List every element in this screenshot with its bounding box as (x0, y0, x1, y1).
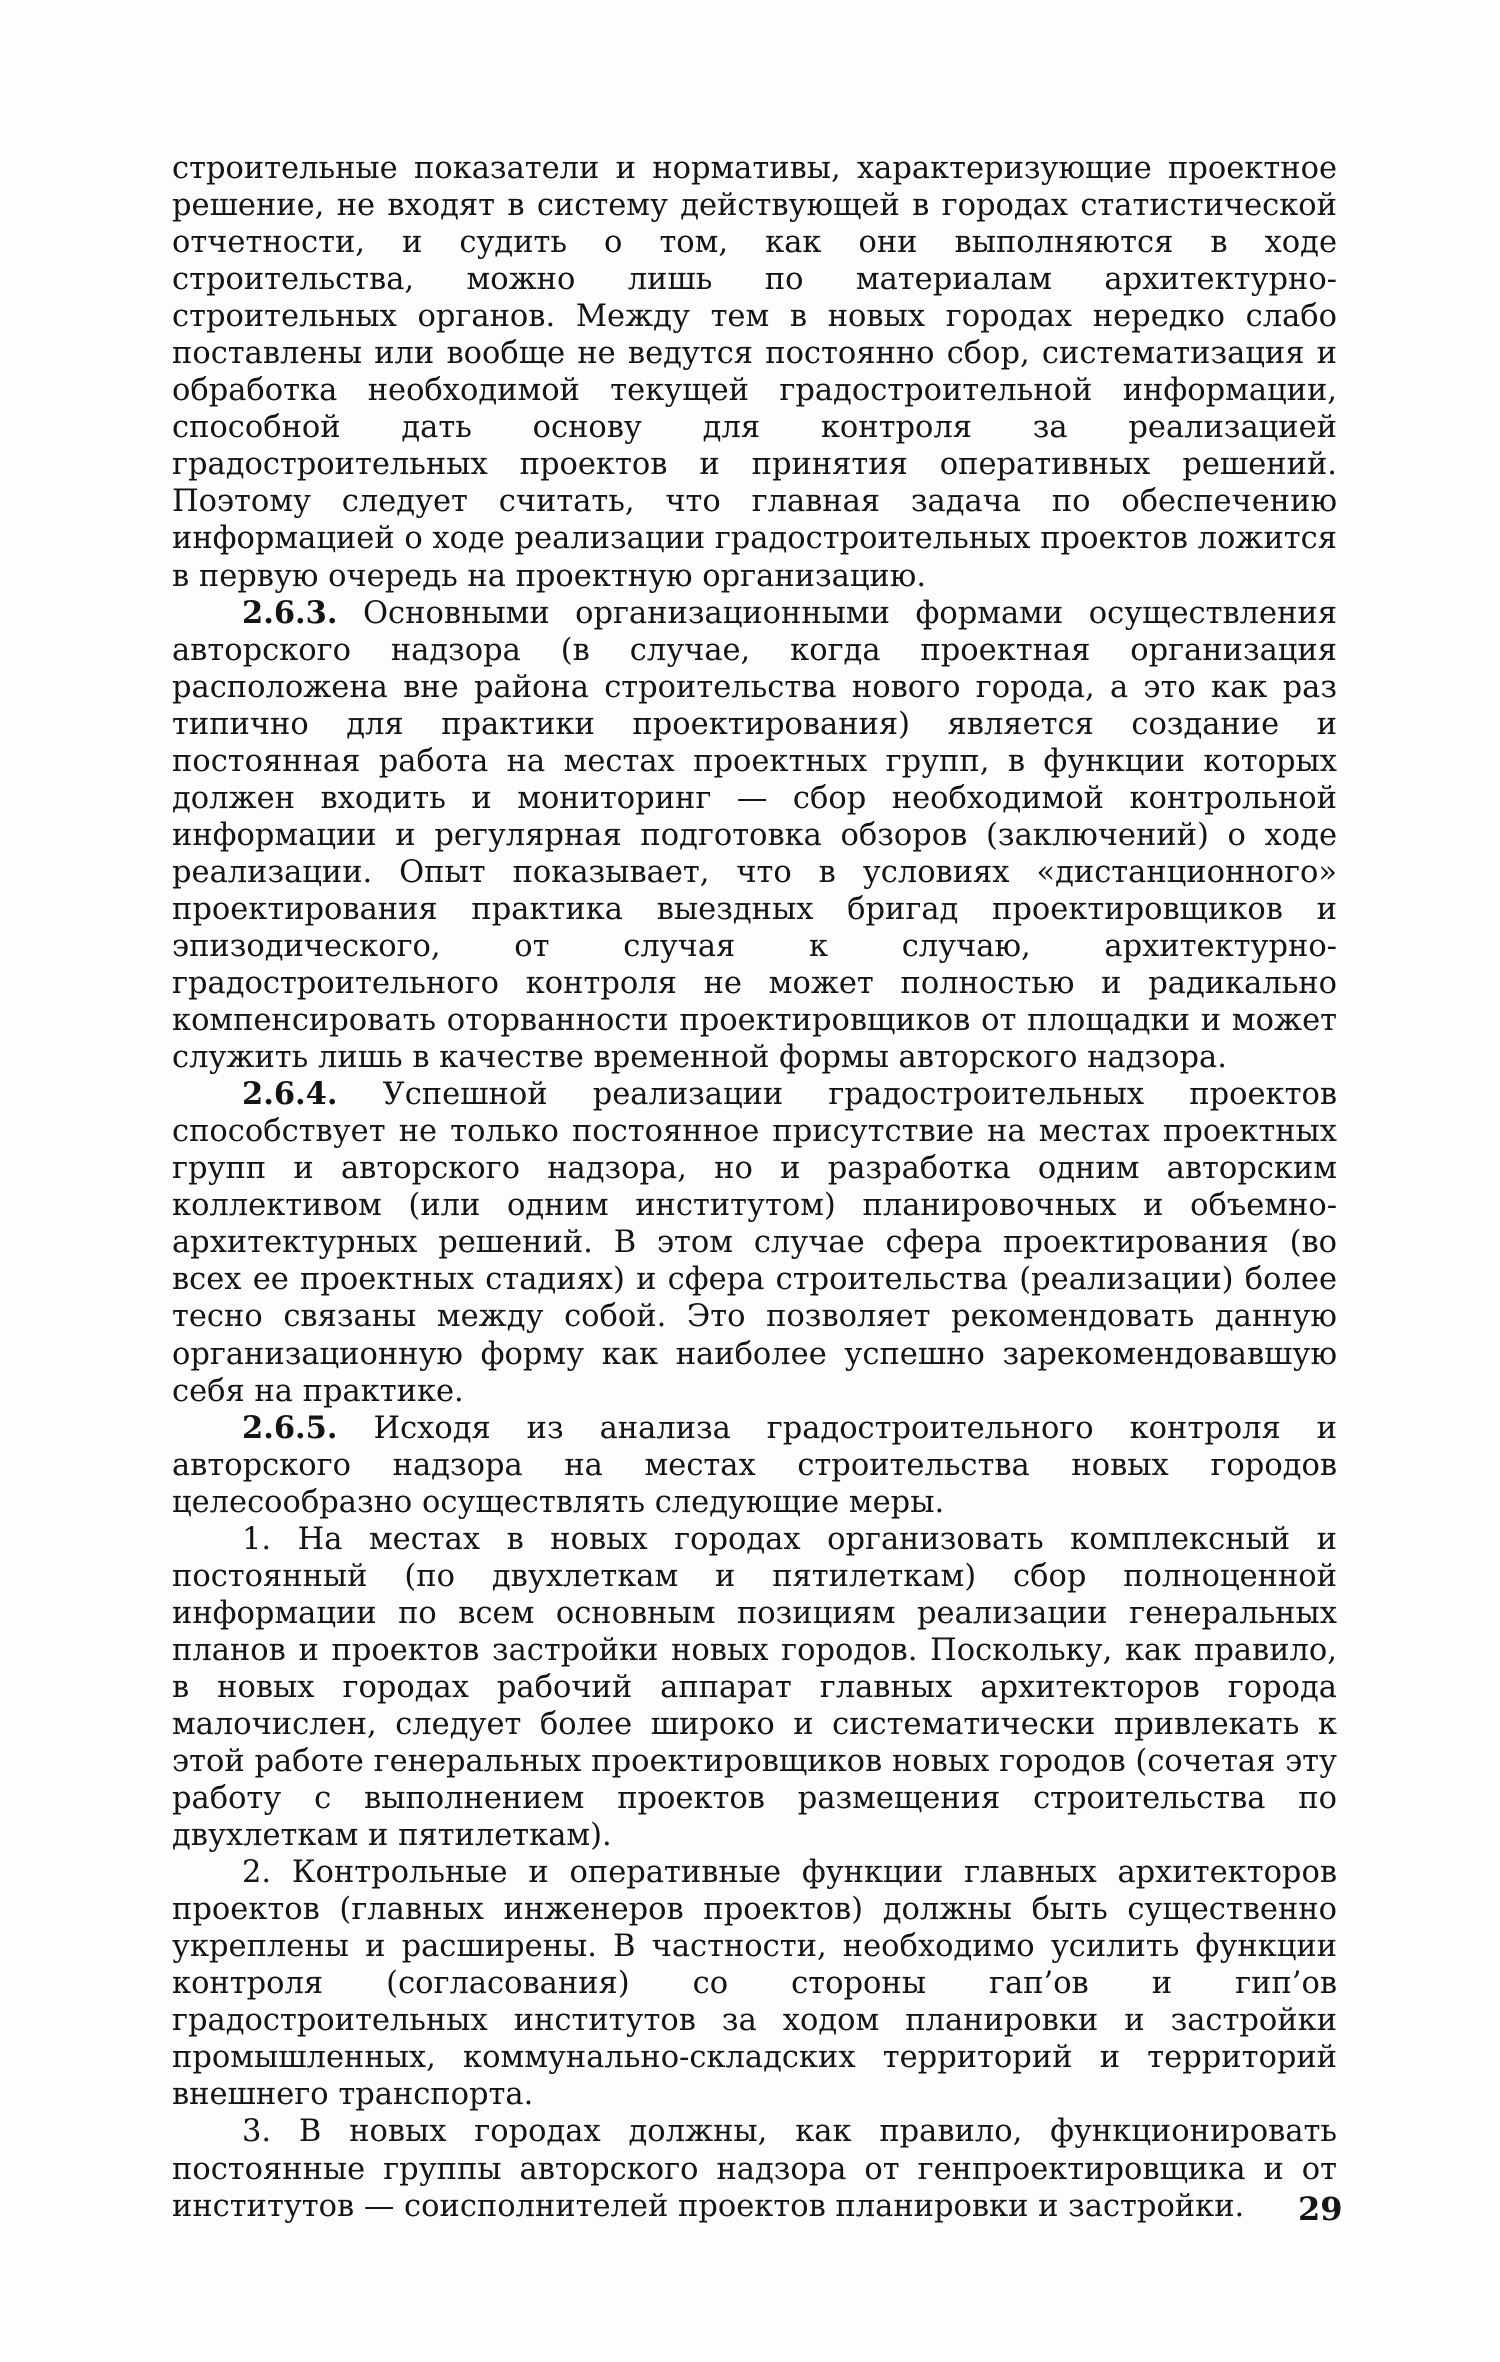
paragraph-section-2-6-5 (172, 1410, 1337, 1521)
list-item-2 (172, 1854, 1337, 2113)
list-item-3 (172, 2113, 1337, 2224)
paragraph-section-2-6-3 (172, 595, 1337, 1077)
paragraph-section-2-6-4 (172, 1076, 1337, 1409)
paragraph-text: Основными организационными формами осуществления авторского надзора (в случае, когда проектная организация расположена вне района строительства нового города, а это как раз типично для практики проектирования) является создание и постоянная работа на местах проектных групп, в функции которых должен входить и мониторинг — сбор необходимой контрольной информации и регулярная подготовка обзоров (заключений) о ходе реализации. Опыт показывает, что в условиях «дистанционного» проектирования практика выездных бригад проектировщиков и эпизодического, от случая к случаю, архитектурно-градостроительного контроля не может полностью и радикально компенсировать оторванности проектировщиков от площадки и может служить лишь в качестве временной формы авторского надзора. (172, 595, 1337, 1076)
paragraph-text: строительные показатели и нормативы, характеризующие проектное решение, не входят в систему действующей в городах статистической отчетности, и судить о том, как они выполняются в ходе строительства, можно лишь по материалам архитектурно-строительных органов. Между тем в новых городах нередко слабо поставлены или вообще не ведутся постоянно сбор, систематизация и обработка необходимой текущей градостроительной информации, способной дать основу для контроля за реализацией градостроительных проектов и принятия оперативных решений. Поэтому следует считать, что главная задача по обеспечению информацией о ходе реализации градостроительных проектов ложится в первую очередь на проектную организацию. (172, 151, 1337, 594)
paragraph-text: 2. Контрольные и оперативные функции главных архитекторов проектов (главных инженеров проектов) должны быть существенно укреплены и расширены. В частности, необходимо усилить функции контроля (согласования) со стороны гап’ов и гип’ов градостроительных институтов за ходом планировки и застройки промышленных, коммунально-складских территорий и территорий внешнего транспорта. (172, 1855, 1337, 2113)
paragraph-text: Исходя из анализа градостроительного контроля и авторского надзора на местах строительства новых городов целесообразно осуществлять следующие меры. (172, 1410, 1337, 1520)
paragraph-text: 3. В новых городах должны, как правило, функционировать постоянные группы авторского надзора от генпроектировщика и от институтов — соисполнителей проектов планировки и застройки. (172, 2114, 1337, 2224)
section-number: 2.6.3. (242, 594, 338, 631)
paragraph-intro (172, 150, 1337, 595)
section-number: 2.6.5. (242, 1409, 338, 1446)
body-text (172, 150, 1337, 2225)
list-item-1 (172, 1521, 1337, 1854)
paragraph-text: 1. На местах в новых городах организовать комплексный и постоянный (по двухлеткам и пятилеткам) сбор полноценной информации по всем основным позициям реализации генеральных планов и проектов застройки новых городов. Поскольку, как правило, в новых городах рабочий аппарат главных архитекторов города малочислен, следует более широко и систематически привлекать к этой работе генеральных проектировщиков новых городов (сочетая эту работу с выполнением проектов размещения строительства по двухлеткам и пятилеткам). (172, 1521, 1337, 1854)
page-number: 29 (1298, 2190, 1343, 2228)
paragraph-text: Успешной реализации градостроительных проектов способствует не только постоянное присутствие на местах проектных групп и авторского надзора, но и разработка одним авторским коллективом (или одним институтом) планировочных и объемно-архитектурных решений. В этом случае сфера проектирования (во всех ее проектных стадиях) и сфера строительства (реализации) более тесно связаны между собой. Это позволяет рекомендовать данную организационную форму как наиболее успешно зарекомендовавшую себя на практике. (172, 1077, 1337, 1409)
section-number: 2.6.4. (242, 1076, 338, 1113)
